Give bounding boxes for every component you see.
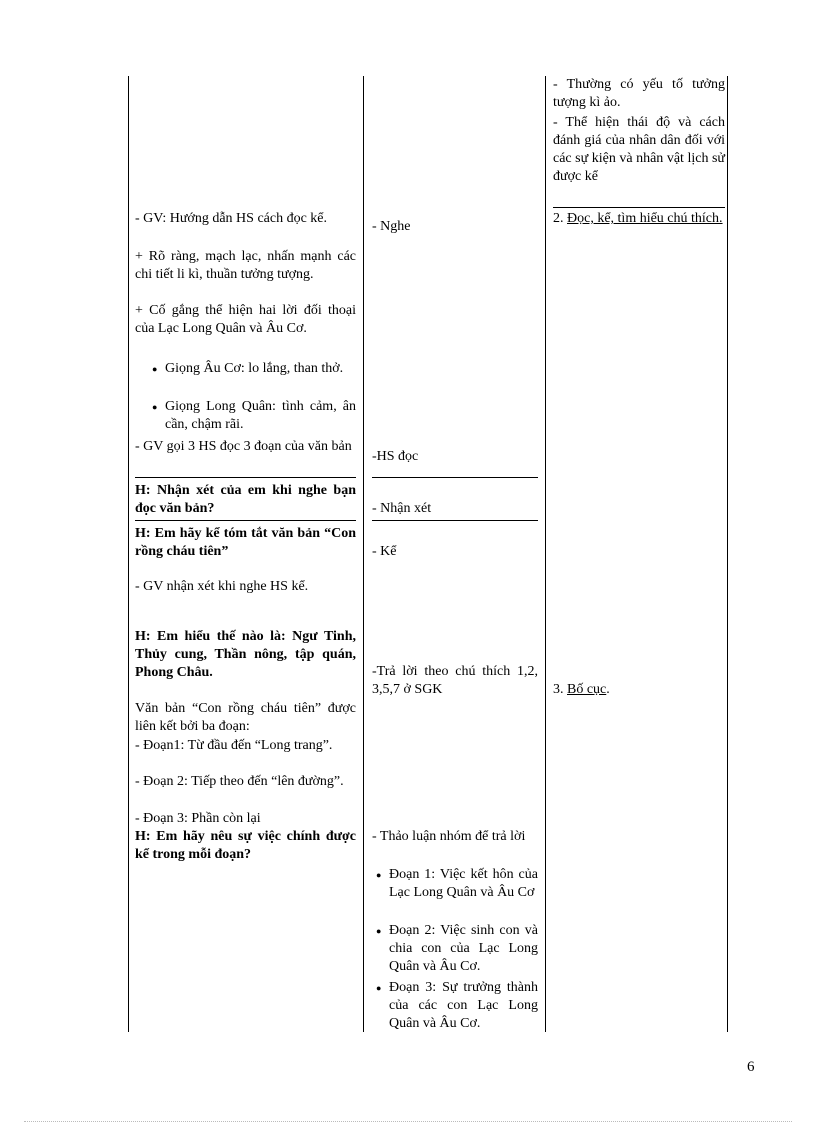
answer-group-discussion: - Thảo luận nhóm để trả lời xyxy=(372,829,526,844)
note-attitude: - Thể hiện thái độ và cách đánh giá của nhân dân đối với các sự kiện và nhân vật lịch sử được kể xyxy=(553,115,725,184)
question-summary: H: Em hãy kể tóm tắt văn bản “Con rồng cháu tiên” xyxy=(135,526,356,559)
bullet-au-co-voice: ● Giọng Âu Cơ: lo lắng, than thở. xyxy=(165,360,356,378)
structure-part-3: - Đoạn 3: Phần còn lại xyxy=(135,811,261,826)
table-border-col3 xyxy=(545,76,546,1032)
row-separator xyxy=(135,520,356,521)
row-separator xyxy=(135,477,356,478)
bullet-part-2-event: ● Đoạn 2: Việc sinh con và chia con của Lạc Long Quân và Âu Cơ. xyxy=(389,922,538,976)
question-vocabulary: H: Em hiểu thế nào là: Ngư Tinh, Thủy cung, Thần nông, tập quán, Phong Châu. xyxy=(135,629,356,680)
page-bottom-divider xyxy=(24,1121,792,1122)
heading-structure: 3. Bố cục. xyxy=(553,682,610,697)
note-fantasy-elements: - Thường có yếu tố tưởng tượng kì ảo. xyxy=(553,77,725,110)
answer-glossary: -Trả lời theo chú thích 1,2, 3,5,7 ở SGK xyxy=(372,664,538,697)
instruction-dialogue: + Cố gắng thể hiện hai lời đối thoại của Lạc Long Quân và Âu Cơ. xyxy=(135,303,356,336)
bullet-long-quan-voice: ● Giọng Long Quân: tình cảm, ân cần, chậm rãi. xyxy=(165,398,356,434)
structure-intro: Văn bản “Con rồng cháu tiên” được liên kết bởi ba đoạn: xyxy=(135,701,356,734)
row-separator xyxy=(372,520,538,521)
table-border-left xyxy=(128,76,129,1032)
teacher-remark: - GV nhận xét khi nghe HS kể. xyxy=(135,579,309,594)
row-separator xyxy=(372,477,538,478)
question-comment: H: Nhận xét của em khi nghe bạn đọc văn bản? xyxy=(135,483,356,516)
instruction-clarity: + Rõ ràng, mạch lạc, nhấn mạnh các chi tiết li kì, thuần tưởng tượng. xyxy=(135,249,356,282)
row-separator xyxy=(553,207,725,208)
answer-tell: - Kể xyxy=(372,544,397,559)
answer-listen: - Nghe xyxy=(372,219,411,234)
bullet-part-3-event: ● Đoạn 3: Sự trưởng thành của các con Lạc Long Quân và Âu Cơ. xyxy=(389,979,538,1033)
table-border-right xyxy=(727,76,728,1032)
answer-students-read: -HS đọc xyxy=(372,449,419,464)
structure-part-2: - Đoạn 2: Tiếp theo đến “lên đường”. xyxy=(135,774,344,789)
heading-read-tell: 2. Đọc, kể, tìm hiểu chú thích. xyxy=(553,211,723,226)
bullet-part-1-event: ● Đoạn 1: Việc kết hôn của Lạc Long Quân và Âu Cơ xyxy=(389,866,538,902)
structure-part-1: - Đoạn1: Từ đầu đến “Long trang”. xyxy=(135,738,333,753)
table-border-col2 xyxy=(363,76,364,1032)
instruction-three-students: - GV gọi 3 HS đọc 3 đoạn của văn bản xyxy=(135,439,352,454)
instruction-reading: - GV: Hướng dẫn HS cách đọc kể. xyxy=(135,211,328,226)
question-main-events: H: Em hãy nêu sự việc chính được kể trong mỗi đoạn? xyxy=(135,829,356,862)
page-number: 6 xyxy=(747,1059,755,1075)
answer-comment: - Nhận xét xyxy=(372,501,432,516)
